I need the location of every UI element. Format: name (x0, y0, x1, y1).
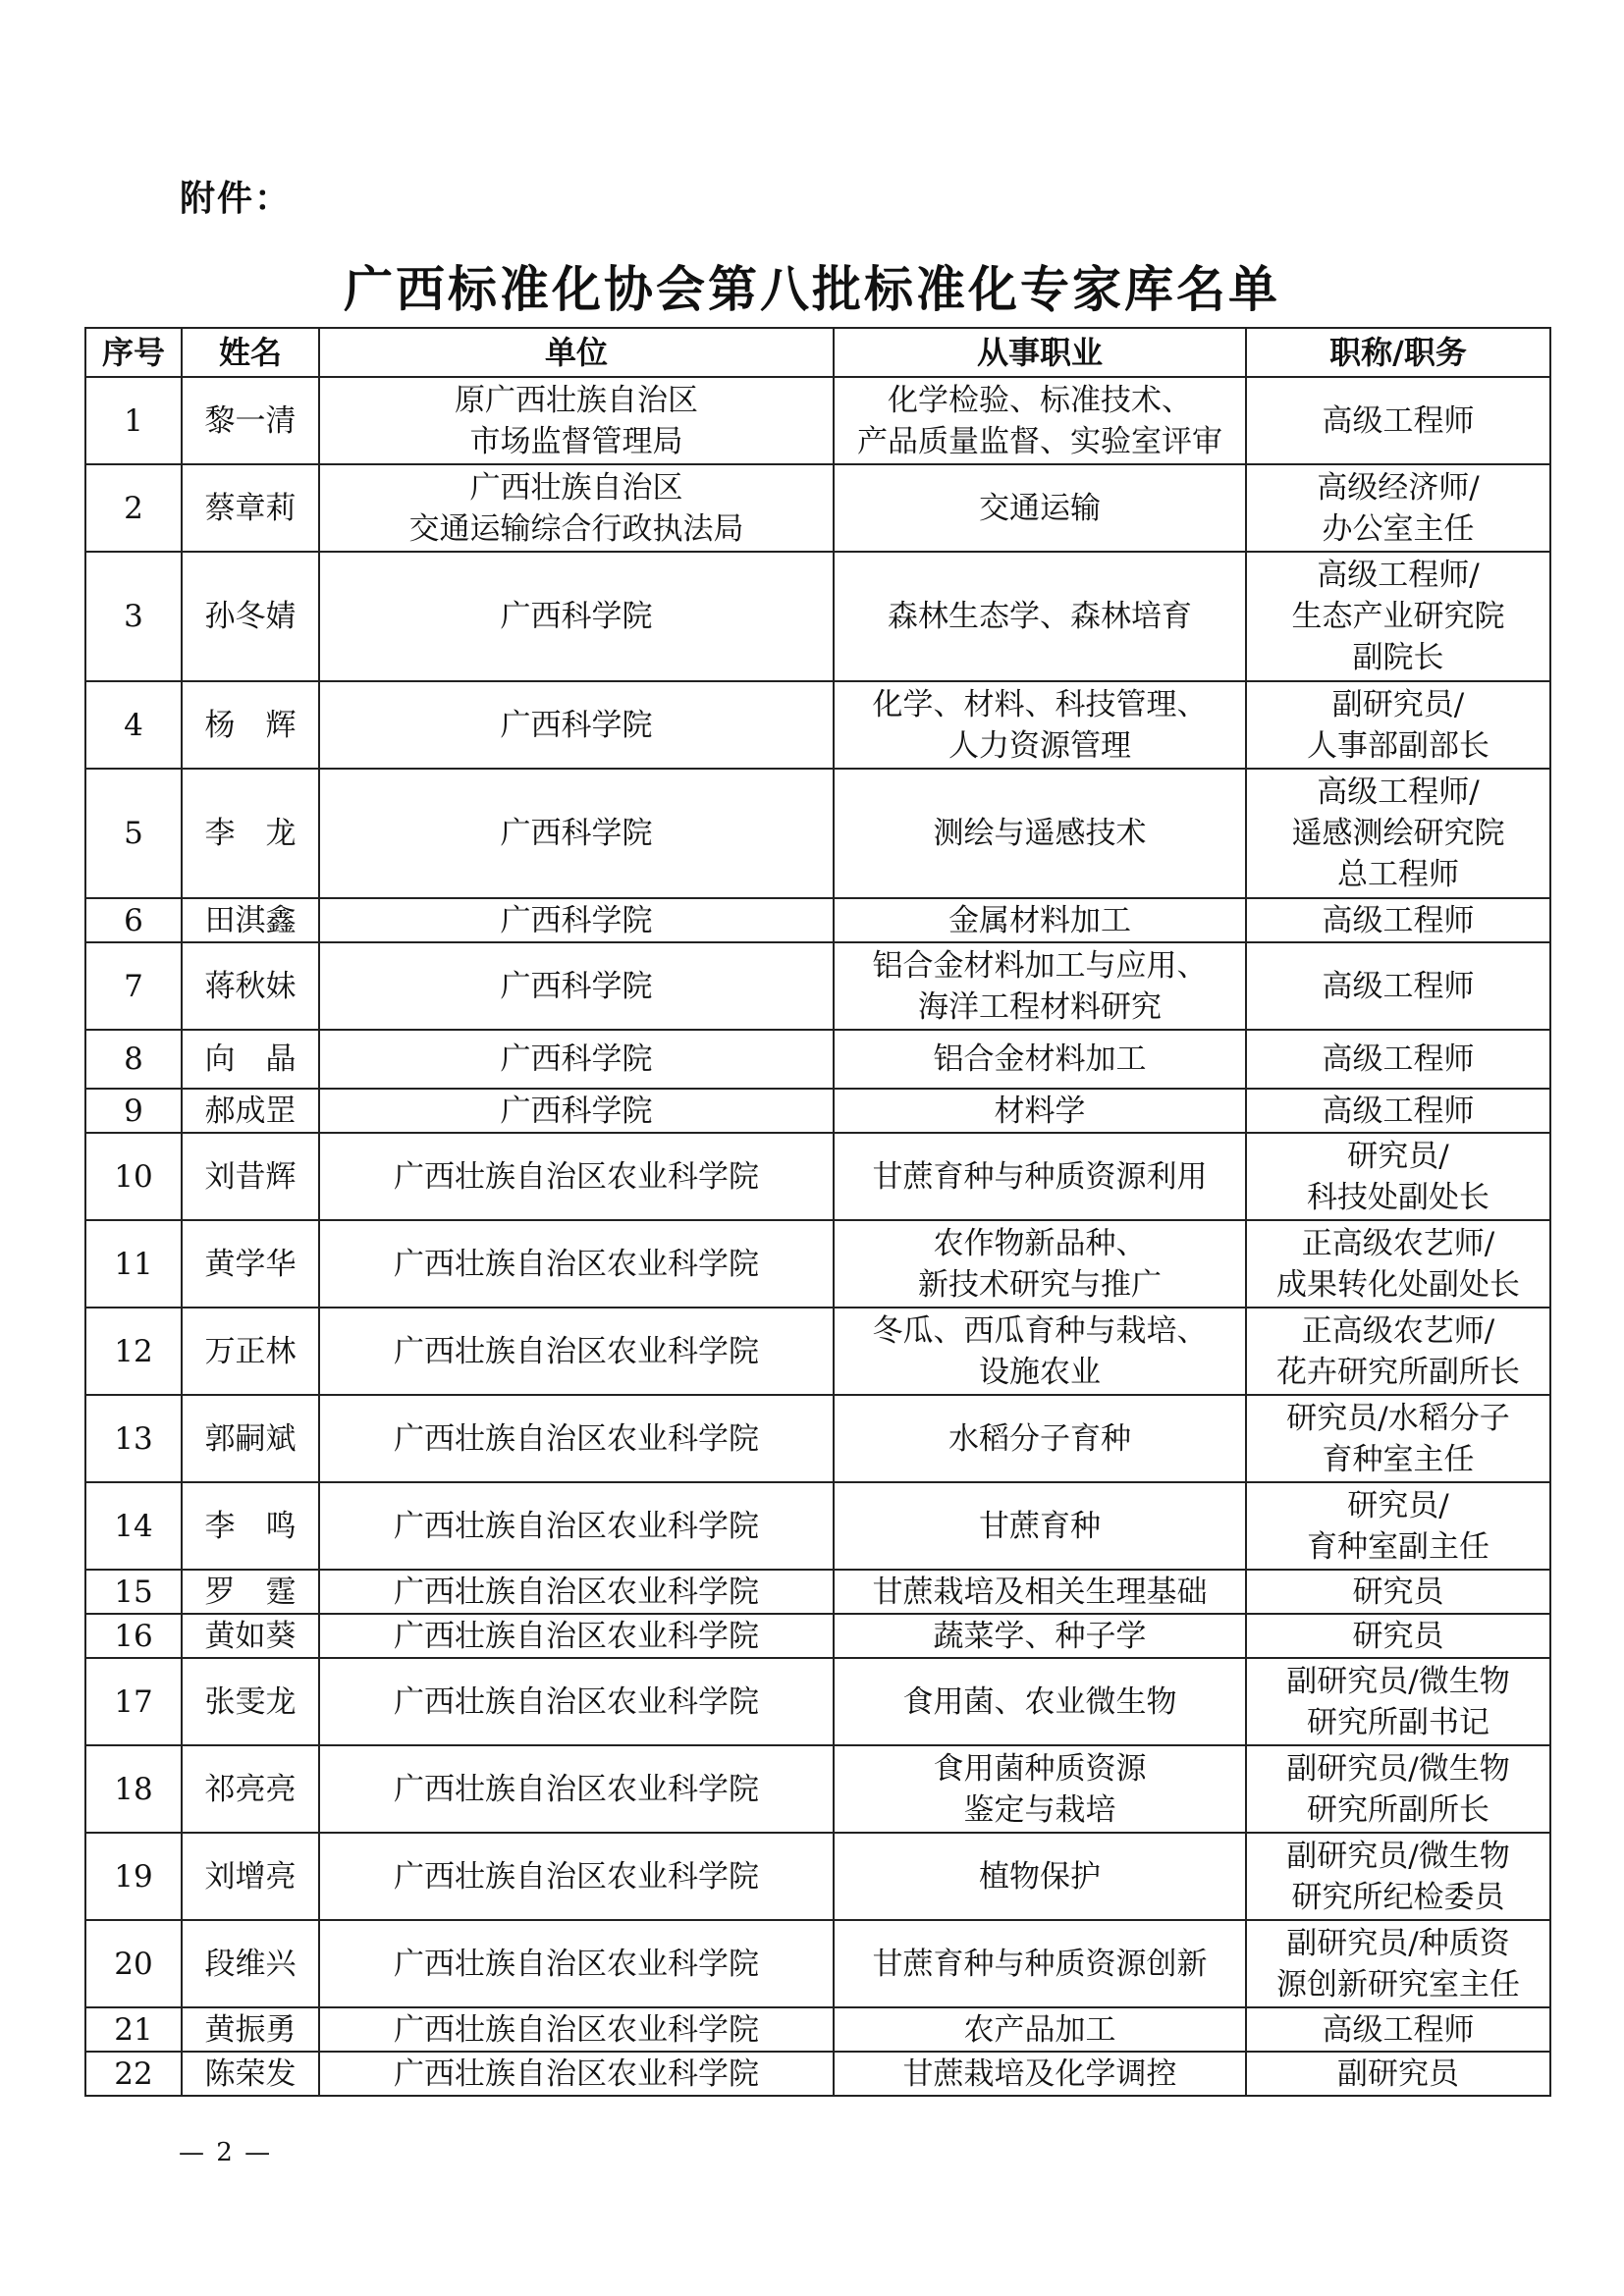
field-cell (834, 1220, 1246, 1308)
table-row (85, 464, 1550, 552)
unit-cell (319, 1482, 834, 1570)
name-cell: 孙冬婧 (182, 552, 319, 681)
field-cell-line: 植物保护 (979, 1858, 1101, 1895)
title-cell-line: 生态产业研究院 (1291, 599, 1505, 634)
unit-cell (319, 1308, 834, 1395)
unit-cell (319, 2007, 834, 2052)
name-cell: 郝成罡 (182, 1089, 319, 1133)
field-cell (834, 769, 1246, 898)
column-header-unit: 单位 (319, 328, 834, 377)
row-number-cell: 6 (85, 898, 182, 942)
title-cell-line: 副研究员/ (1331, 686, 1465, 722)
name-cell: 陈荣发 (182, 2052, 319, 2096)
unit-cell (319, 1395, 834, 1482)
title-cell-line: 副研究员 (1337, 2056, 1459, 2092)
row-number-cell: 4 (85, 681, 182, 769)
field-cell-line: 铝合金材料加工 (933, 1041, 1147, 1077)
field-cell-line: 测绘与遥感技术 (933, 816, 1147, 851)
row-number-cell: 21 (85, 2007, 182, 2052)
expert-table (84, 327, 1551, 2097)
field-cell (834, 1745, 1246, 1833)
unit-cell (319, 1030, 834, 1089)
unit-cell-line: 广西科学院 (500, 1093, 653, 1129)
row-number-cell: 1 (85, 377, 182, 464)
title-cell (1246, 769, 1550, 898)
unit-cell (319, 1920, 834, 2007)
field-cell (834, 1833, 1246, 1920)
title-cell-line: 研究员/ (1347, 1138, 1449, 1174)
unit-cell (319, 1833, 834, 1920)
field-cell-line: 食用菌种质资源 (933, 1750, 1147, 1787)
name-cell: 田淇鑫 (182, 898, 319, 942)
unit-cell-line: 原广西壮族自治区 (455, 382, 698, 418)
name-cell: 黎一清 (182, 377, 319, 464)
name-cell: 李 鸣 (182, 1482, 319, 1570)
title-cell-line: 高级工程师 (1322, 1041, 1475, 1077)
unit-cell-line: 广西壮族自治区农业科学院 (394, 2011, 759, 2048)
title-cell-line: 研究员/水稻分子 (1286, 1400, 1510, 1436)
row-number-cell: 17 (85, 1658, 182, 1745)
title-cell (1246, 1920, 1550, 2007)
table-row (85, 1133, 1550, 1220)
row-number-cell: 14 (85, 1482, 182, 1570)
title-cell-line: 育种室主任 (1322, 1441, 1475, 1477)
field-cell-line: 海洋工程材料研究 (918, 988, 1162, 1025)
name-cell: 罗 霆 (182, 1570, 319, 1614)
title-cell-line: 高级工程师 (1322, 2011, 1475, 2048)
title-cell-line: 高级工程师/ (1317, 774, 1480, 810)
unit-cell (319, 1220, 834, 1308)
title-cell (1246, 377, 1550, 464)
table-row (85, 377, 1550, 464)
field-cell (834, 377, 1246, 464)
title-cell-line: 源创新研究室主任 (1276, 1966, 1520, 2002)
column-header-field: 从事职业 (834, 328, 1246, 377)
name-cell: 蔡章莉 (182, 464, 319, 552)
table-row (85, 1920, 1550, 2007)
table-row (85, 2052, 1550, 2096)
unit-cell-line: 广西科学院 (500, 707, 653, 743)
row-number-cell: 3 (85, 552, 182, 681)
title-cell-line: 高级工程师/ (1317, 558, 1480, 593)
title-cell (1246, 464, 1550, 552)
unit-cell (319, 898, 834, 942)
table-header-row (85, 328, 1550, 377)
title-cell-line: 研究员/ (1347, 1487, 1449, 1523)
field-cell (834, 1395, 1246, 1482)
title-cell (1246, 1570, 1550, 1614)
table-body (85, 377, 1550, 2096)
title-cell (1246, 681, 1550, 769)
title-cell-line: 人事部副部长 (1307, 727, 1489, 764)
field-cell (834, 942, 1246, 1030)
title-cell-line: 高级工程师 (1322, 902, 1475, 938)
title-cell (1246, 898, 1550, 942)
field-cell (834, 552, 1246, 681)
table-row (85, 681, 1550, 769)
field-cell-line: 人力资源管理 (948, 727, 1131, 764)
field-cell-line: 农作物新品种、 (933, 1225, 1147, 1261)
unit-cell-line: 广西壮族自治区 (469, 469, 683, 506)
title-cell-line: 遥感测绘研究院 (1291, 816, 1505, 851)
name-cell: 黄振勇 (182, 2007, 319, 2052)
column-header-title: 职称/职务 (1246, 328, 1550, 377)
field-cell-line: 森林生态学、森林培育 (888, 599, 1192, 634)
title-cell-line: 副研究员/微生物 (1286, 1750, 1510, 1787)
field-cell-line: 铝合金材料加工与应用、 (872, 947, 1208, 984)
field-cell (834, 1570, 1246, 1614)
title-cell-line: 正高级农艺师/ (1301, 1225, 1495, 1261)
unit-cell-line: 广西科学院 (500, 1041, 653, 1077)
title-cell-line: 高级工程师 (1322, 402, 1475, 439)
title-cell (1246, 552, 1550, 681)
attachment-label: 附件： (180, 178, 293, 219)
unit-cell-line: 广西科学院 (500, 816, 653, 851)
row-number-cell: 8 (85, 1030, 182, 1089)
field-cell (834, 2007, 1246, 2052)
table-row (85, 898, 1550, 942)
unit-cell (319, 1614, 834, 1658)
field-cell-line: 设施农业 (979, 1354, 1101, 1390)
title-cell-line: 育种室副主任 (1307, 1528, 1489, 1565)
title-cell-line: 副研究员/微生物 (1286, 1663, 1510, 1699)
title-cell (1246, 1745, 1550, 1833)
title-cell (1246, 942, 1550, 1030)
column-header-name: 姓名 (182, 328, 319, 377)
name-cell: 刘昔辉 (182, 1133, 319, 1220)
column-header-no: 序号 (85, 328, 182, 377)
title-cell (1246, 1133, 1550, 1220)
unit-cell-line: 广西科学院 (500, 968, 653, 1004)
field-cell-line: 甘蔗栽培及相关生理基础 (872, 1574, 1208, 1610)
field-cell-line: 鉴定与栽培 (963, 1791, 1116, 1828)
field-cell-line: 食用菌、农业微生物 (902, 1683, 1177, 1720)
unit-cell-line: 广西壮族自治区农业科学院 (394, 1618, 759, 1654)
title-cell-line: 研究所副书记 (1307, 1704, 1489, 1740)
unit-cell (319, 1570, 834, 1614)
table-row (85, 942, 1550, 1030)
title-cell-line: 研究员 (1352, 1618, 1444, 1654)
name-cell: 段维兴 (182, 1920, 319, 2007)
row-number-cell: 9 (85, 1089, 182, 1133)
unit-cell (319, 942, 834, 1030)
unit-cell-line: 广西壮族自治区农业科学院 (394, 1946, 759, 1982)
unit-cell-line: 广西壮族自治区农业科学院 (394, 1246, 759, 1282)
unit-cell-line: 市场监督管理局 (469, 423, 683, 459)
title-cell (1246, 1308, 1550, 1395)
field-cell (834, 898, 1246, 942)
title-cell (1246, 1658, 1550, 1745)
table-row (85, 1308, 1550, 1395)
unit-cell-line: 广西壮族自治区农业科学院 (394, 2056, 759, 2092)
unit-cell-line: 广西壮族自治区农业科学院 (394, 1158, 759, 1195)
title-cell (1246, 1395, 1550, 1482)
field-cell-line: 金属材料加工 (948, 902, 1131, 938)
name-cell: 黄如葵 (182, 1614, 319, 1658)
unit-cell-line: 交通运输综合行政执法局 (408, 510, 744, 547)
unit-cell (319, 2052, 834, 2096)
field-cell (834, 1920, 1246, 2007)
field-cell-line: 甘蔗栽培及化学调控 (902, 2056, 1177, 2092)
title-cell-line: 高级工程师 (1322, 1093, 1475, 1129)
title-cell (1246, 1220, 1550, 1308)
table-row (85, 2007, 1550, 2052)
unit-cell-line: 广西科学院 (500, 599, 653, 634)
title-cell (1246, 1089, 1550, 1133)
row-number-cell: 12 (85, 1308, 182, 1395)
unit-cell-line: 广西壮族自治区农业科学院 (394, 1333, 759, 1369)
title-cell-line: 研究所副所长 (1307, 1791, 1489, 1828)
field-cell (834, 1658, 1246, 1745)
field-cell (834, 1133, 1246, 1220)
unit-cell (319, 1745, 834, 1833)
row-number-cell: 5 (85, 769, 182, 898)
row-number-cell: 19 (85, 1833, 182, 1920)
name-cell: 杨 辉 (182, 681, 319, 769)
unit-cell (319, 681, 834, 769)
title-cell-line: 副院长 (1352, 640, 1444, 675)
field-cell-line: 产品质量监督、实验室评审 (857, 423, 1222, 459)
unit-cell (319, 769, 834, 898)
name-cell: 张雯龙 (182, 1658, 319, 1745)
title-cell (1246, 1482, 1550, 1570)
table-row (85, 1030, 1550, 1089)
unit-cell (319, 552, 834, 681)
field-cell-line: 冬瓜、西瓜育种与栽培、 (872, 1312, 1208, 1349)
field-cell-line: 农产品加工 (963, 2011, 1116, 2048)
field-cell-line: 新技术研究与推广 (918, 1266, 1162, 1303)
title-cell-line: 总工程师 (1337, 857, 1459, 892)
title-cell-line: 副研究员/种质资 (1286, 1925, 1510, 1961)
title-cell-line: 研究所纪检委员 (1291, 1879, 1505, 1915)
title-cell-line: 科技处副处长 (1307, 1179, 1489, 1215)
name-cell: 向 晶 (182, 1030, 319, 1089)
row-number-cell: 20 (85, 1920, 182, 2007)
name-cell: 蒋秋妹 (182, 942, 319, 1030)
name-cell: 万正林 (182, 1308, 319, 1395)
name-cell: 祁亮亮 (182, 1745, 319, 1833)
field-cell-line: 甘蔗育种与种质资源创新 (872, 1946, 1208, 1982)
row-number-cell: 15 (85, 1570, 182, 1614)
title-cell (1246, 1614, 1550, 1658)
name-cell: 黄学华 (182, 1220, 319, 1308)
row-number-cell: 7 (85, 942, 182, 1030)
unit-cell-line: 广西壮族自治区农业科学院 (394, 1683, 759, 1720)
field-cell (834, 1482, 1246, 1570)
field-cell (834, 1614, 1246, 1658)
table-row (85, 1570, 1550, 1614)
title-cell-line: 花卉研究所副所长 (1276, 1354, 1520, 1390)
document-title: 广西标准化协会第八批标准化专家库名单 (344, 260, 1280, 318)
field-cell-line: 化学检验、标准技术、 (888, 382, 1192, 418)
field-cell-line: 化学、材料、科技管理、 (872, 686, 1208, 722)
table-row (85, 1614, 1550, 1658)
unit-cell (319, 1089, 834, 1133)
name-cell: 郭嗣斌 (182, 1395, 319, 1482)
row-number-cell: 18 (85, 1745, 182, 1833)
field-cell-line: 交通运输 (979, 490, 1101, 526)
unit-cell (319, 1658, 834, 1745)
field-cell-line: 甘蔗育种与种质资源利用 (872, 1158, 1208, 1195)
title-cell-line: 副研究员/微生物 (1286, 1838, 1510, 1874)
unit-cell-line: 广西壮族自治区农业科学院 (394, 1771, 759, 1807)
field-cell-line: 蔬菜学、种子学 (933, 1618, 1147, 1654)
field-cell (834, 464, 1246, 552)
row-number-cell: 16 (85, 1614, 182, 1658)
table-row (85, 1395, 1550, 1482)
page-number: — 2 — (179, 2138, 273, 2167)
row-number-cell: 13 (85, 1395, 182, 1482)
table-row (85, 1833, 1550, 1920)
name-cell: 李 龙 (182, 769, 319, 898)
table-row (85, 1658, 1550, 1745)
unit-cell (319, 377, 834, 464)
title-cell-line: 研究员 (1352, 1574, 1444, 1610)
title-cell (1246, 1833, 1550, 1920)
title-cell-line: 高级经济师/ (1317, 469, 1480, 506)
title-cell-line: 正高级农艺师/ (1301, 1312, 1495, 1349)
table-row (85, 1745, 1550, 1833)
table-row (85, 1482, 1550, 1570)
field-cell-line: 材料学 (994, 1093, 1086, 1129)
field-cell (834, 1089, 1246, 1133)
row-number-cell: 11 (85, 1220, 182, 1308)
title-cell (1246, 2052, 1550, 2096)
row-number-cell: 10 (85, 1133, 182, 1220)
table-row (85, 552, 1550, 681)
title-cell-line: 高级工程师 (1322, 968, 1475, 1004)
field-cell-line: 甘蔗育种 (979, 1508, 1101, 1544)
unit-cell (319, 1133, 834, 1220)
title-cell (1246, 2007, 1550, 2052)
title-cell-line: 办公室主任 (1322, 510, 1475, 547)
field-cell (834, 1308, 1246, 1395)
title-cell-line: 成果转化处副处长 (1276, 1266, 1520, 1303)
table-row (85, 1220, 1550, 1308)
row-number-cell: 2 (85, 464, 182, 552)
table-row (85, 769, 1550, 898)
unit-cell-line: 广西壮族自治区农业科学院 (394, 1508, 759, 1544)
unit-cell-line: 广西壮族自治区农业科学院 (394, 1574, 759, 1610)
name-cell: 刘增亮 (182, 1833, 319, 1920)
unit-cell (319, 464, 834, 552)
field-cell (834, 1030, 1246, 1089)
field-cell (834, 681, 1246, 769)
field-cell (834, 2052, 1246, 2096)
unit-cell-line: 广西壮族自治区农业科学院 (394, 1420, 759, 1457)
row-number-cell: 22 (85, 2052, 182, 2096)
unit-cell-line: 广西科学院 (500, 902, 653, 938)
unit-cell-line: 广西壮族自治区农业科学院 (394, 1858, 759, 1895)
table-row (85, 1089, 1550, 1133)
title-cell (1246, 1030, 1550, 1089)
field-cell-line: 水稻分子育种 (948, 1420, 1131, 1457)
